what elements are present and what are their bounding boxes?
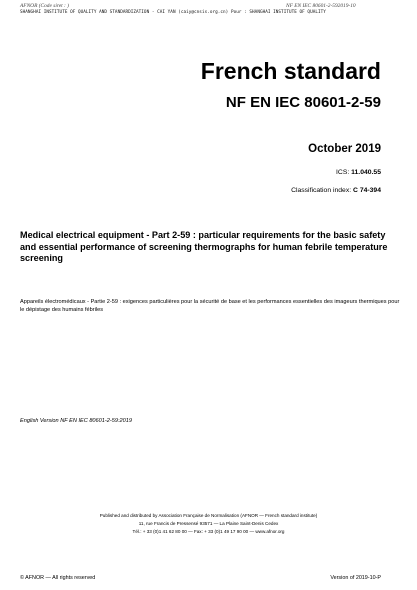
publisher-block	[0, 512, 417, 537]
copyright-notice: © AFNOR — All rights reserved	[20, 575, 96, 581]
ics-label: ICS:	[336, 169, 352, 176]
watermark-left: AFNOR (Code siret : )	[20, 3, 69, 9]
publisher-contact: Tél.: + 33 (0)1 41 62 80 00 — Fax: + 33 (0)1 49 17 90 00 — www.afnor.org	[132, 529, 285, 535]
english-title: Medical electrical equipment - Part 2-59 : particular requirements for the basic safety and essential performance of screening thermographs for human febrile temperature screening	[20, 230, 388, 264]
standard-number: NF EN IEC 80601-2-59	[225, 94, 381, 111]
publisher-address: 11, rue Francis de Pressensé 93571 — La Plaine Saint-Denis Cedex	[138, 521, 279, 527]
version-label: Version of 2019-10-P	[330, 575, 381, 581]
ics-value: 11.040.55	[351, 169, 381, 176]
classification-value: C 74-394	[353, 187, 381, 194]
document-title: French standard	[200, 58, 381, 84]
ics-code	[336, 169, 381, 176]
watermark-licensee-line: SHANGHAI INSTITUTE OF QUALITY AND STANDARDIZATION - CAI YAN (caiy@cnsis.org.cn) Pour : SHANGHAI INSTITUTE OF QUALITY	[20, 10, 326, 15]
french-title: Appareils électromédicaux - Partie 2-59 : exigences particulières pour la sécurité de base et les performances essentielles des imageurs thermiques pour le dépistage des humains fébriles	[20, 299, 400, 313]
classification-label: Classification index:	[291, 187, 354, 194]
classification-index	[291, 187, 381, 194]
english-version-note: English Version NF EN IEC 80601-2-59:2019	[20, 418, 132, 424]
publisher-line: Published and distributed by Association Française de Normalisation (AFNOR — French standard institute)	[99, 513, 318, 518]
watermark-right: NF EN IEC 80601-2-592019-10	[286, 3, 356, 9]
publication-date: October 2019	[308, 143, 381, 155]
